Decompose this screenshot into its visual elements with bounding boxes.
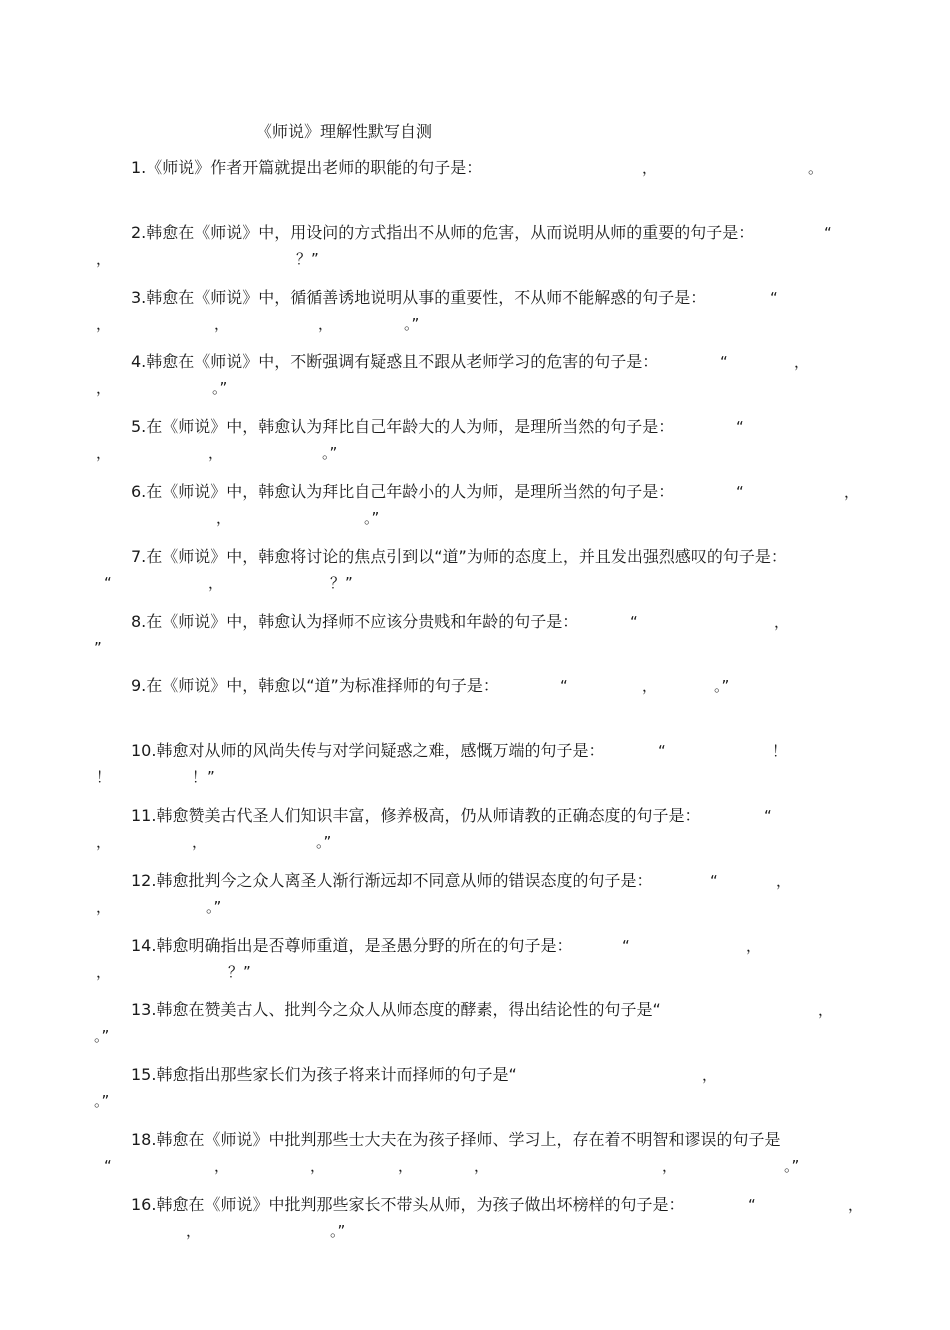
answer-punctuation: ！ bbox=[96, 768, 112, 787]
question-item bbox=[0, 1194, 950, 1246]
answer-punctuation: ， bbox=[96, 833, 112, 851]
answer-punctuation: “ bbox=[736, 483, 744, 501]
question-line-2 bbox=[0, 766, 950, 788]
answer-punctuation: 。” bbox=[364, 509, 380, 527]
question-prompt: 12.韩愈批判今之众人离圣人渐行渐远却不同意从师的错误态度的句子是： bbox=[131, 870, 653, 890]
question-line-2 bbox=[0, 831, 950, 853]
question-line-2 bbox=[0, 961, 950, 983]
question-line-1 bbox=[0, 611, 950, 633]
question-item bbox=[0, 675, 950, 727]
question-item bbox=[0, 611, 950, 663]
answer-punctuation: “ bbox=[770, 288, 778, 307]
question-prompt: 3.韩愈在《师说》中，循循善诱地说明从事的重要性，不从师不能解惑的句子是： bbox=[131, 287, 707, 307]
answer-punctuation: ！” bbox=[192, 768, 215, 787]
answer-punctuation: ， bbox=[96, 962, 112, 981]
page-title: 《师说》理解性默写自测 bbox=[256, 122, 433, 141]
answer-punctuation: “ bbox=[104, 573, 112, 592]
answer-punctuation: ， bbox=[642, 677, 658, 696]
answer-punctuation: ， bbox=[776, 871, 792, 890]
question-line-1 bbox=[0, 416, 950, 438]
question-line-2 bbox=[0, 637, 950, 659]
question-prompt: 16.韩愈在《师说》中批判那些家长不带头从师，为孩子做出坏榜样的句子是： bbox=[131, 1194, 685, 1214]
answer-punctuation: ？” bbox=[228, 962, 251, 981]
answer-punctuation: ， bbox=[310, 1157, 326, 1175]
answer-punctuation: 。” bbox=[322, 444, 338, 463]
answer-punctuation: “ bbox=[748, 1195, 756, 1214]
answer-punctuation: ， bbox=[96, 379, 112, 398]
question-item bbox=[0, 481, 950, 533]
answer-punctuation: ， bbox=[398, 1157, 414, 1175]
answer-punctuation: ， bbox=[208, 573, 224, 592]
question-line-2 bbox=[0, 377, 950, 399]
answer-punctuation: ， bbox=[848, 1195, 864, 1214]
question-item bbox=[0, 1129, 950, 1181]
question-line-2 bbox=[0, 896, 950, 918]
question-item bbox=[0, 740, 950, 792]
question-item bbox=[0, 999, 950, 1051]
answer-punctuation: “ bbox=[720, 353, 728, 372]
question-prompt: 14.韩愈明确指出是否尊师重道，是圣愚分野的所在的句子是： bbox=[131, 935, 573, 955]
question-line-1 bbox=[0, 805, 950, 827]
question-line-1 bbox=[0, 157, 950, 179]
answer-punctuation: 。” bbox=[94, 1092, 110, 1111]
question-line-1 bbox=[0, 1194, 950, 1216]
answer-punctuation: 。” bbox=[206, 897, 222, 916]
answer-punctuation: “ bbox=[824, 223, 832, 242]
question-line-1 bbox=[0, 675, 950, 697]
question-line-1 bbox=[0, 481, 950, 503]
answer-punctuation: “ bbox=[630, 612, 638, 631]
question-item bbox=[0, 287, 950, 339]
question-item bbox=[0, 351, 950, 403]
question-line-1 bbox=[0, 1064, 950, 1086]
question-prompt: 8.在《师说》中，韩愈认为择师不应该分贵贱和年龄的句子是： bbox=[131, 611, 579, 631]
question-line-2 bbox=[0, 572, 950, 594]
answer-punctuation: ， bbox=[186, 1221, 202, 1240]
question-prompt: 10.韩愈对从师的风尚失传与对学问疑惑之难，感慨万端的句子是： bbox=[131, 741, 605, 761]
answer-punctuation: ， bbox=[216, 509, 232, 527]
question-prompt: 1.《师说》作者开篇就提出老师的职能的句子是： bbox=[131, 158, 483, 177]
answer-punctuation: ， bbox=[96, 249, 112, 268]
answer-punctuation: ， bbox=[214, 314, 230, 333]
answer-punctuation: ， bbox=[208, 444, 224, 463]
answer-punctuation: ， bbox=[794, 353, 810, 372]
answer-punctuation: 。” bbox=[330, 1221, 346, 1240]
answer-punctuation: “ bbox=[710, 871, 718, 890]
question-line-2 bbox=[0, 507, 950, 529]
question-item bbox=[0, 870, 950, 922]
question-line-1 bbox=[0, 351, 950, 373]
answer-punctuation: ？” bbox=[296, 249, 319, 268]
answer-punctuation: ， bbox=[844, 483, 860, 501]
question-prompt: 9.在《师说》中，韩愈以“道”为标准择师的句子是： bbox=[131, 676, 499, 696]
answer-punctuation: ， bbox=[774, 612, 790, 631]
answer-punctuation: 。” bbox=[404, 314, 420, 333]
answer-punctuation: 。” bbox=[212, 379, 228, 398]
question-item bbox=[0, 416, 950, 468]
answer-punctuation: ？” bbox=[330, 573, 353, 592]
answer-punctuation: ， bbox=[192, 833, 208, 851]
question-line-1 bbox=[0, 287, 950, 309]
question-line-2 bbox=[0, 1090, 950, 1112]
answer-punctuation: “ bbox=[104, 1157, 112, 1175]
answer-punctuation: 。 bbox=[808, 159, 824, 177]
question-line-2 bbox=[0, 1220, 950, 1242]
answer-punctuation: “ bbox=[622, 936, 630, 955]
question-line-2 bbox=[0, 248, 950, 270]
answer-punctuation: ， bbox=[96, 897, 112, 916]
question-line-2 bbox=[0, 1155, 950, 1177]
answer-punctuation: “ bbox=[764, 807, 772, 825]
question-prompt: 11.韩愈赞美古代圣人们知识丰富，修养极高，仍从师请教的正确态度的句子是： bbox=[131, 806, 701, 825]
question-line-1 bbox=[0, 935, 950, 957]
question-line-2 bbox=[0, 1025, 950, 1047]
question-line-1 bbox=[0, 1129, 950, 1151]
question-item bbox=[0, 546, 950, 598]
answer-punctuation: ， bbox=[474, 1157, 490, 1175]
question-line-1 bbox=[0, 870, 950, 892]
question-prompt: 4.韩愈在《师说》中，不断强调有疑惑且不跟从老师学习的危害的句子是： bbox=[131, 352, 659, 372]
answer-punctuation: ， bbox=[818, 1001, 834, 1020]
question-prompt: 13.韩愈在赞美古人、批判今之众人从师态度的酵素，得出结论性的句子是“ bbox=[131, 1000, 661, 1020]
question-prompt: 7.在《师说》中，韩愈将讨论的焦点引到以“道”为师的态度上，并且发出强烈感叹的句子是： bbox=[131, 546, 787, 566]
question-item bbox=[0, 157, 950, 209]
question-line-2 bbox=[0, 313, 950, 335]
answer-punctuation: ， bbox=[702, 1066, 718, 1085]
question-prompt: 5.在《师说》中，韩愈认为拜比自己年龄大的人为师，是理所当然的句子是： bbox=[131, 417, 675, 437]
answer-punctuation: ， bbox=[96, 314, 112, 333]
question-line-2 bbox=[0, 442, 950, 464]
question-item bbox=[0, 222, 950, 274]
answer-punctuation: ” bbox=[94, 638, 102, 657]
question-prompt: 18.韩愈在《师说》中批判那些士大夫在为孩子择师、学习上，存在着不明智和谬误的句子是 bbox=[131, 1130, 781, 1149]
answer-punctuation: “ bbox=[560, 677, 568, 696]
answer-punctuation: ！ bbox=[772, 742, 788, 761]
question-item bbox=[0, 935, 950, 987]
answer-punctuation: ， bbox=[746, 936, 762, 955]
answer-punctuation: ， bbox=[318, 314, 334, 333]
answer-punctuation: 。” bbox=[784, 1157, 800, 1175]
question-prompt: 2.韩愈在《师说》中，用设问的方式指出不从师的危害，从而说明从师的重要的句子是： bbox=[131, 222, 755, 242]
question-line-1 bbox=[0, 999, 950, 1021]
question-item bbox=[0, 1064, 950, 1116]
question-line-1 bbox=[0, 740, 950, 762]
answer-punctuation: 。” bbox=[316, 833, 332, 851]
answer-punctuation: ， bbox=[214, 1157, 230, 1175]
question-prompt: 15.韩愈指出那些家长们为孩子将来计而择师的句子是“ bbox=[131, 1065, 517, 1085]
answer-punctuation: 。” bbox=[714, 677, 730, 696]
answer-punctuation: “ bbox=[736, 418, 744, 437]
answer-punctuation: 。” bbox=[94, 1027, 110, 1046]
question-prompt: 6.在《师说》中，韩愈认为拜比自己年龄小的人为师，是理所当然的句子是： bbox=[131, 482, 675, 501]
question-line-1 bbox=[0, 222, 950, 244]
answer-punctuation: “ bbox=[658, 742, 666, 761]
answer-punctuation: ， bbox=[642, 159, 658, 177]
answer-punctuation: ， bbox=[662, 1157, 678, 1175]
answer-punctuation: ， bbox=[96, 444, 112, 463]
question-item bbox=[0, 805, 950, 857]
question-line-1 bbox=[0, 546, 950, 568]
